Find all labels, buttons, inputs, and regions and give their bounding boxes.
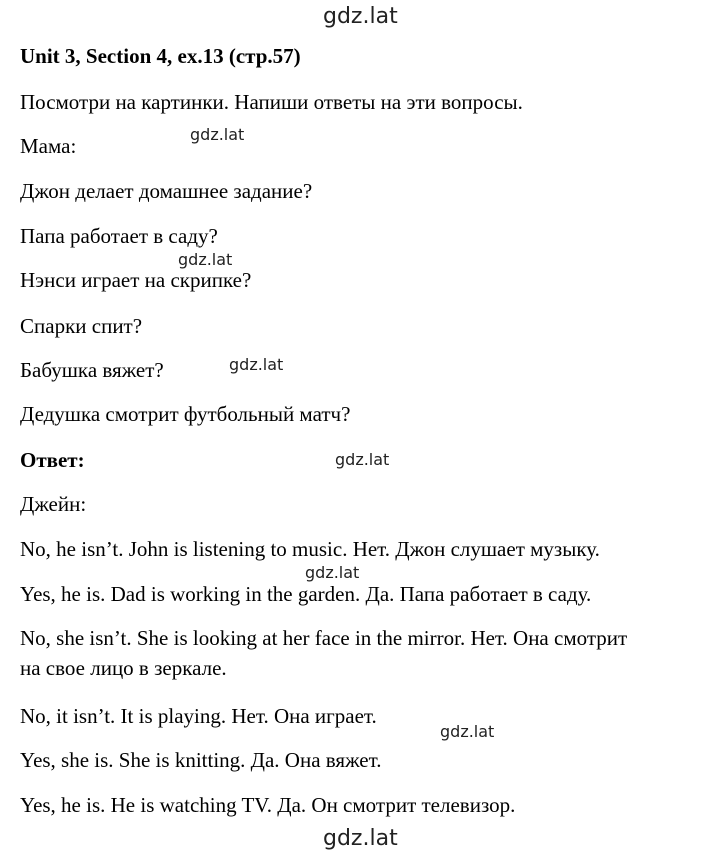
answer-item: Yes, he is. He is watching TV. Да. Он смотрит телевизор. bbox=[20, 793, 516, 817]
answer-item: No, it isn’t. It is playing. Нет. Она играет. bbox=[20, 704, 377, 728]
question-item: Спарки спит? bbox=[20, 314, 143, 338]
watermark-top: gdz.lat bbox=[323, 4, 398, 29]
exercise-title: Unit 3, Section 4, ex.13 (стр.57) bbox=[20, 44, 301, 68]
watermark-bottom: gdz.lat bbox=[323, 826, 398, 851]
answer-item: Yes, he is. Dad is working in the garden. Да. Папа работает в саду. bbox=[20, 582, 592, 606]
answer-item: No, she isn’t. She is looking at her face in the mirror. Нет. Она смотрит bbox=[20, 626, 628, 650]
question-item: Дедушка смотрит футбольный матч? bbox=[20, 402, 351, 426]
watermark: gdz.lat bbox=[305, 563, 360, 582]
question-item: Бабушка вяжет? bbox=[20, 358, 164, 382]
watermark: gdz.lat bbox=[335, 450, 390, 469]
watermark: gdz.lat bbox=[440, 722, 495, 741]
instruction: Посмотри на картинки. Напиши ответы на эти вопросы. bbox=[20, 90, 523, 114]
answer-item-continuation: на свое лицо в зеркале. bbox=[20, 656, 227, 680]
answer-heading: Ответ: bbox=[20, 448, 85, 472]
answer-item: No, he isn’t. John is listening to music. Нет. Джон слушает музыку. bbox=[20, 537, 600, 561]
questions-speaker: Мама: bbox=[20, 134, 77, 158]
watermark: gdz.lat bbox=[229, 355, 284, 374]
question-item: Папа работает в саду? bbox=[20, 224, 218, 248]
question-item: Нэнси играет на скрипке? bbox=[20, 268, 252, 292]
watermark: gdz.lat bbox=[190, 125, 245, 144]
question-item: Джон делает домашнее задание? bbox=[20, 179, 313, 203]
answer-item: Yes, she is. She is knitting. Да. Она вяжет. bbox=[20, 748, 382, 772]
watermark: gdz.lat bbox=[178, 250, 233, 269]
answers-speaker: Джейн: bbox=[20, 492, 87, 516]
